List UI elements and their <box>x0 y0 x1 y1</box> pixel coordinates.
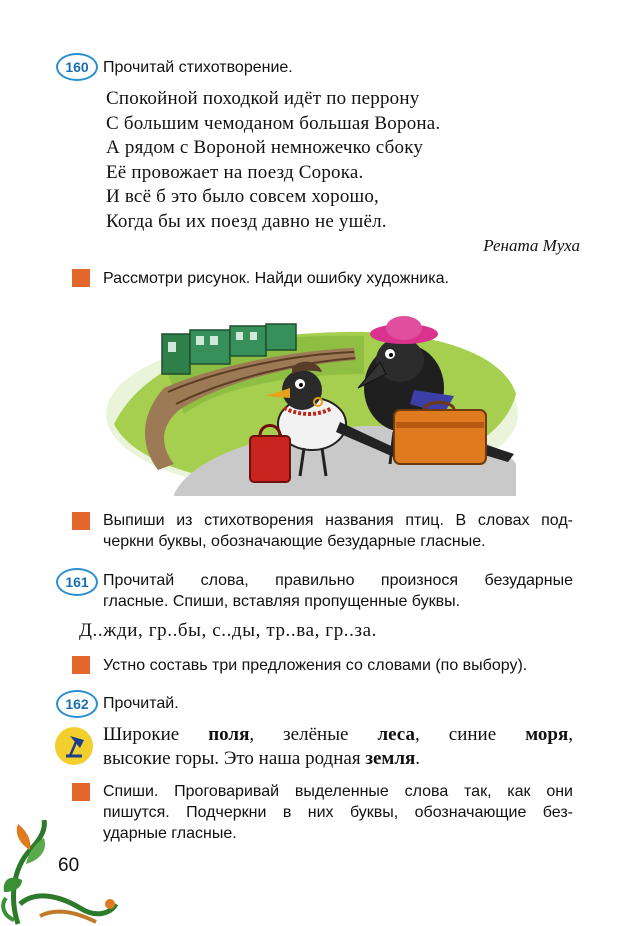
task-look-at-picture: Рассмотри рисунок. Найди ошибку художника. <box>103 270 449 287</box>
exercise-161-instruction <box>103 570 573 612</box>
lamp-icon <box>54 726 94 766</box>
instruction-line: Прочитай слова, правильно произнося безударные <box>103 572 573 589</box>
poem-line: С большим чемоданом большая Ворона. <box>106 112 441 134</box>
exercise-160-instruction: Прочитай стихотворение. <box>103 59 293 76</box>
highlighted-word: леса <box>377 724 415 745</box>
task-line: Спиши. Проговаривай выделенные слова так, как они <box>103 783 573 800</box>
highlighted-word: поля <box>208 724 250 745</box>
task-line: ударные гласные. <box>103 825 237 842</box>
task-line: пишутся. Подчеркни в них буквы, обозначающие без- <box>103 804 573 821</box>
task-make-sentences: Устно составь три предложения со словами (по выбору). <box>103 657 528 674</box>
exercise-number-162: 162 <box>56 690 98 718</box>
task-write-bird-names <box>103 510 573 552</box>
illustration-crows-and-train <box>104 304 520 496</box>
page-number: 60 <box>58 855 80 876</box>
words-with-gaps: Д..жди, гр..бы, с..ды, тр..ва, гр..за. <box>79 620 377 641</box>
suitcase <box>394 403 486 465</box>
poem <box>106 87 576 234</box>
exercise-162-instruction: Прочитай. <box>103 695 179 712</box>
highlighted-word: моря <box>525 724 569 745</box>
poem-line: А рядом с Вороной немножечко сбоку <box>106 137 424 158</box>
poem-author: Рената Муха <box>483 236 580 255</box>
poem-line: Когда бы их поезд давно не ушёл. <box>106 210 387 232</box>
sentence-line: высокие горы. Это наша родная земля. <box>103 748 421 769</box>
instruction-line: гласные. Спиши, вставляя пропущенные буквы. <box>103 593 461 610</box>
task-copy-words <box>103 781 573 844</box>
highlighted-word: земля <box>365 748 416 769</box>
poem-line: Её провожает на поезд Сорока. <box>106 161 364 183</box>
task-marker-icon <box>72 512 90 530</box>
task-line: черкни буквы, обозначающие безударные гласные. <box>103 533 486 550</box>
poem-line: И всё б это было совсем хорошо, <box>106 186 380 207</box>
task-line: Выпиши из стихотворения названия птиц. В словах под- <box>103 512 573 529</box>
sentence-line: Широкие поля, зелёные леса, синие моря, <box>103 724 573 745</box>
exercise-number-160: 160 <box>56 53 98 81</box>
sentence-text <box>103 723 573 771</box>
task-marker-icon <box>72 656 90 674</box>
exercise-number-161: 161 <box>56 568 98 596</box>
poem-line: Спокойной походкой идёт по перрону <box>106 88 420 109</box>
task-marker-icon <box>72 783 90 801</box>
task-marker-icon <box>72 269 90 287</box>
